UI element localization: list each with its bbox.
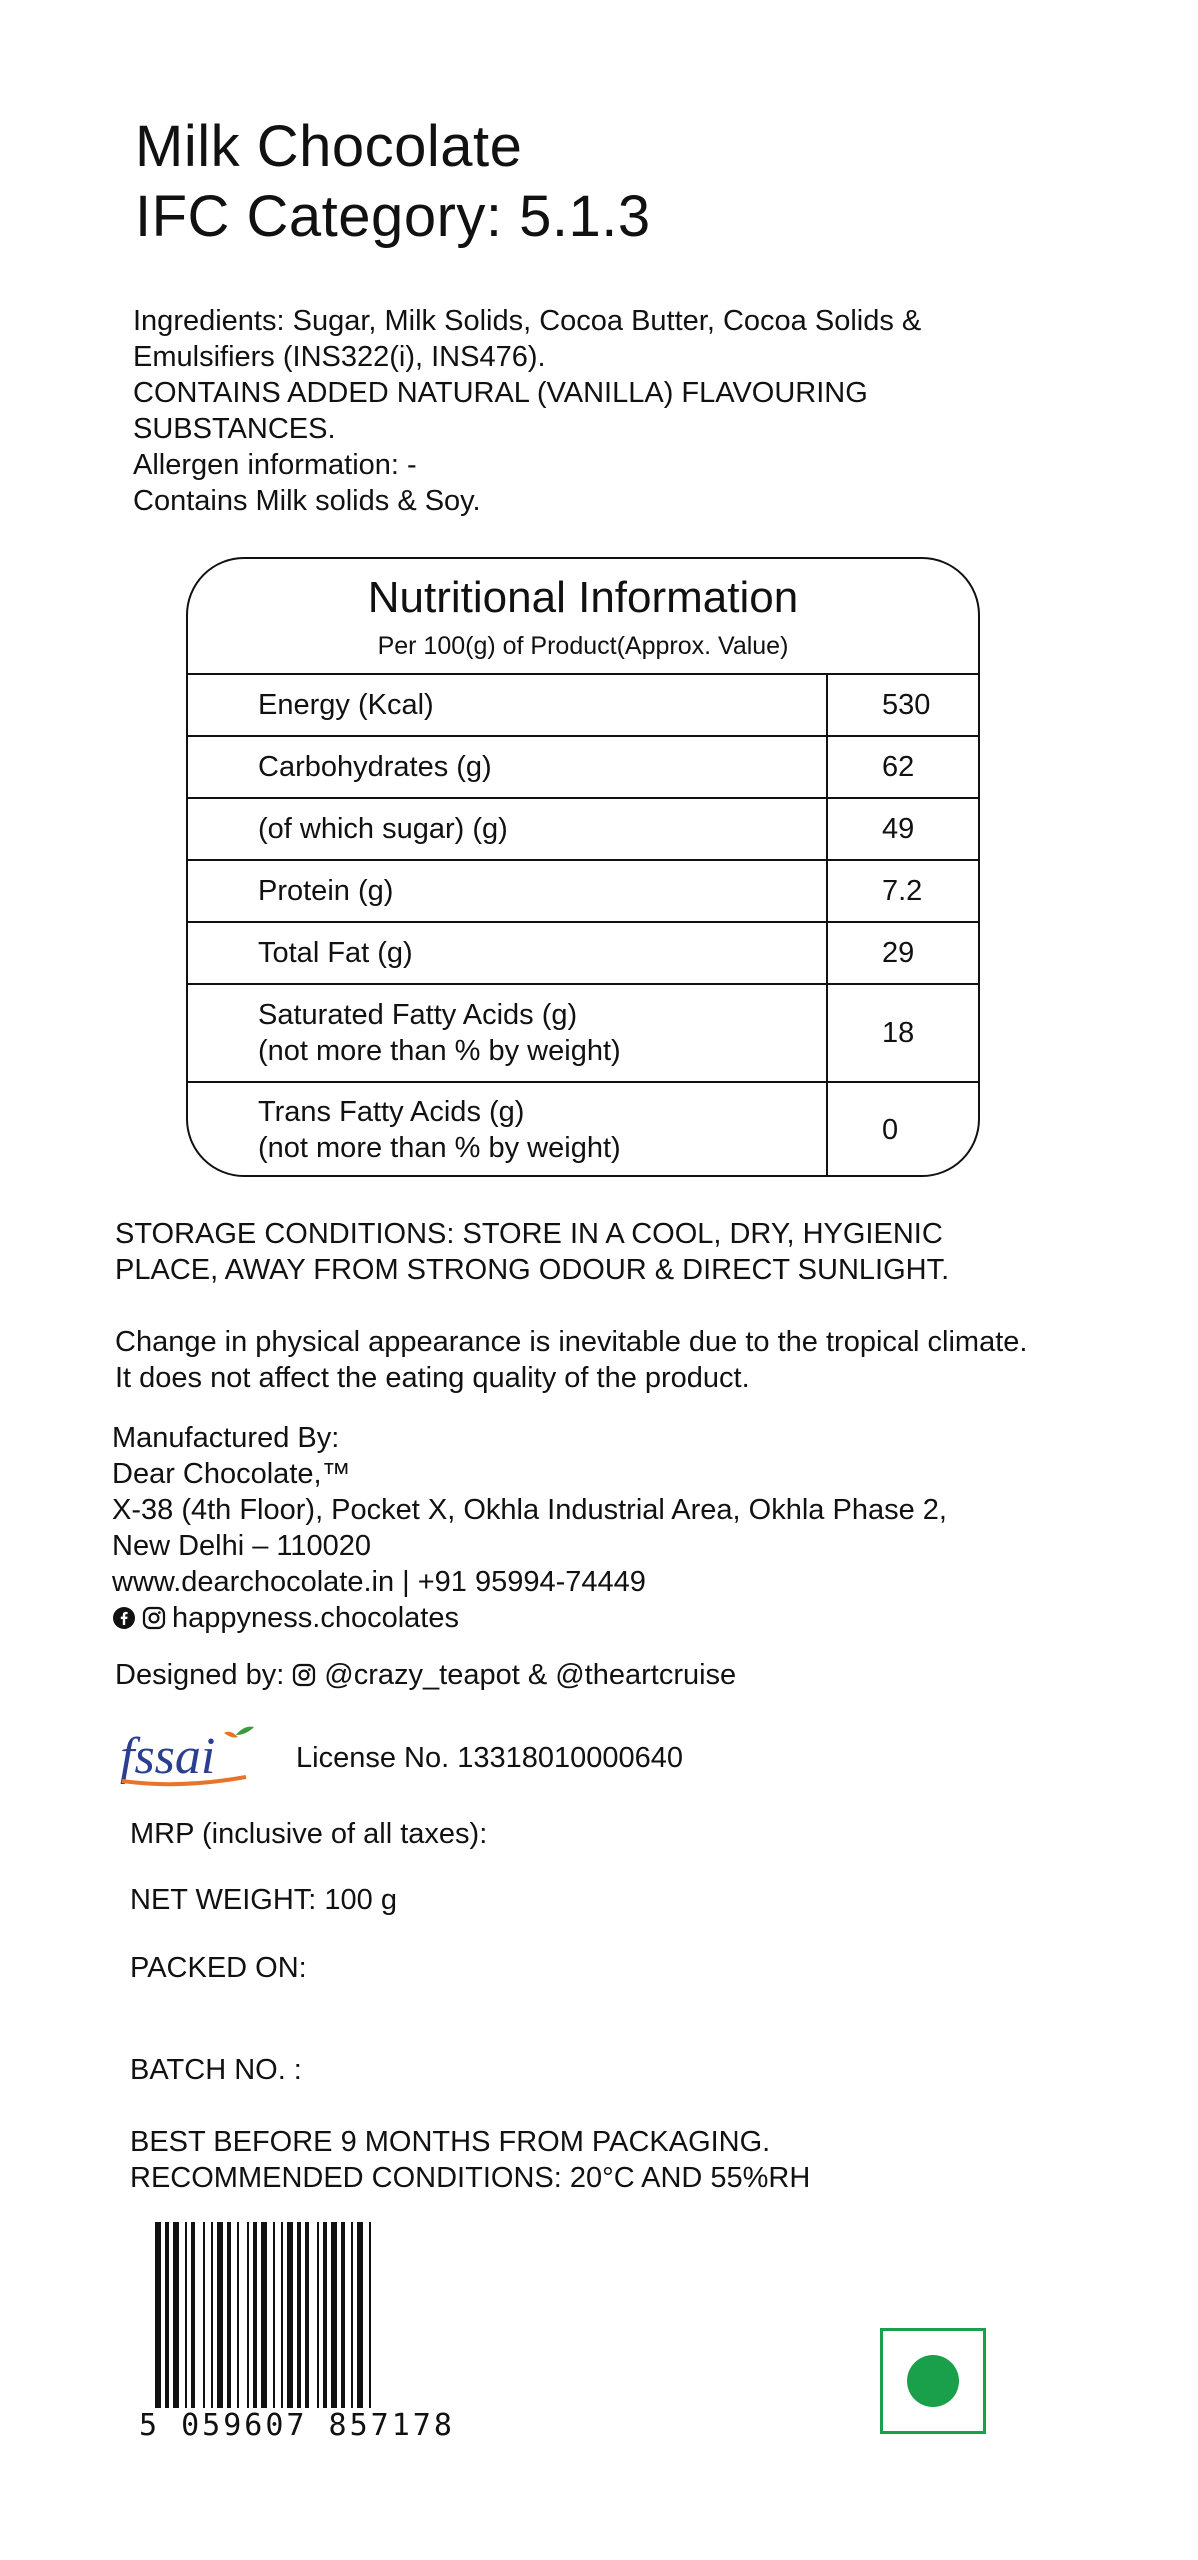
barcode-bar	[227, 2222, 231, 2417]
nutrition-header	[188, 559, 978, 675]
instagram-icon	[142, 1606, 166, 1630]
barcode-bar	[323, 2222, 327, 2417]
barcode-bar	[369, 2222, 371, 2437]
barcode-bar	[173, 2222, 179, 2417]
nutrition-label	[188, 861, 828, 921]
barcode-bar	[203, 2222, 205, 2417]
social-line	[112, 1600, 1162, 1636]
nutrition-label-text: Carbohydrates (g)	[258, 751, 492, 783]
fssai-logo-text: fssai	[120, 1728, 216, 1785]
nutrition-value: 7.2	[882, 874, 923, 907]
nutrition-row-energy	[188, 675, 978, 737]
designed-by-label: Designed by:	[115, 1659, 285, 1691]
barcode-bar	[155, 2222, 161, 2437]
manufacturer-contact: www.dearchocolate.in | +91 95994-74449	[112, 1566, 646, 1598]
storage-conditions	[115, 1216, 1115, 1288]
manufacturer-heading: Manufactured By:	[112, 1422, 340, 1454]
nutrition-value: 29	[882, 936, 915, 969]
net-weight: NET WEIGHT: 100 g	[130, 1884, 397, 1916]
nutrition-value: 62	[882, 750, 915, 783]
barcode-bar	[281, 2222, 283, 2417]
barcode-bar	[357, 2222, 363, 2437]
nutrition-label-text: (of which sugar) (g)	[258, 813, 508, 845]
manufacturer-name: Dear Chocolate,™	[112, 1458, 351, 1490]
product-title-block	[135, 112, 651, 252]
nutrition-value: 0	[882, 1113, 899, 1146]
allergen-info: Contains Milk solids & Soy.	[133, 485, 481, 517]
designed-by	[115, 1657, 736, 1693]
manufacturer-address: X-38 (4th Floor), Pocket X, Okhla Industrial Area, Okhla Phase 2,	[112, 1494, 947, 1526]
barcode-bar	[261, 2222, 267, 2417]
nutrition-table	[186, 557, 980, 1177]
ingredients-line: Emulsifiers (INS322(i), INS476).	[133, 341, 546, 373]
barcode-bar	[305, 2222, 309, 2417]
nutrition-label-text: Trans Fatty Acids (g)	[258, 1096, 525, 1128]
barcode-bar	[317, 2222, 319, 2417]
notice-line: Change in physical appearance is inevitable due to the tropical climate.	[115, 1326, 1028, 1358]
barcode-bar	[247, 2222, 249, 2417]
barcode-bar	[165, 2222, 169, 2437]
barcode-bar	[273, 2222, 275, 2417]
barcode-bar	[191, 2222, 195, 2417]
best-before-block	[130, 2124, 1130, 2196]
barcode-digits: 5 059607 857178	[135, 2408, 459, 2443]
facebook-icon	[112, 1606, 136, 1630]
ingredients-line: Ingredients: Sugar, Milk Solids, Cocoa Butter, Cocoa Solids &	[133, 305, 922, 337]
best-before: BEST BEFORE 9 MONTHS FROM PACKAGING.	[130, 2126, 771, 2158]
barcode-bar	[351, 2222, 353, 2417]
nutrition-value: 530	[882, 688, 931, 721]
nutrition-title: Nutritional Information	[367, 573, 799, 622]
barcode-bar	[287, 2222, 293, 2417]
ingredients-line: CONTAINS ADDED NATURAL (VANILLA) FLAVOURING	[133, 377, 868, 409]
nutrition-label-text: Total Fat (g)	[258, 937, 413, 969]
packed-on-label: PACKED ON:	[130, 1952, 307, 1984]
storage-line: STORAGE CONDITIONS: STORE IN A COOL, DRY, HYGIENIC	[115, 1218, 943, 1250]
notice-line: It does not affect the eating quality of the product.	[115, 1362, 750, 1394]
barcode-bar	[217, 2222, 223, 2417]
social-handle: happyness.chocolates	[172, 1602, 459, 1634]
nutrition-label	[188, 675, 828, 735]
barcode-bar	[253, 2222, 257, 2417]
mrp-label: MRP (inclusive of all taxes):	[130, 1818, 488, 1850]
nutrition-value: 49	[882, 812, 915, 845]
manufacturer-block	[112, 1420, 1162, 1636]
veg-mark	[880, 2328, 986, 2434]
nutrition-value: 18	[882, 1016, 915, 1049]
nutrition-label-text: Protein (g)	[258, 875, 394, 907]
nutrition-row-saturated-fat	[188, 985, 978, 1083]
nutrition-row-sugar	[188, 799, 978, 861]
barcode-bar	[185, 2222, 187, 2417]
fssai-logo	[118, 1715, 258, 1795]
barcode-bar	[211, 2222, 213, 2417]
allergen-heading: Allergen information: -	[133, 449, 417, 481]
nutrition-label	[188, 737, 828, 797]
barcode-bar	[341, 2222, 345, 2417]
ingredients-line: SUBSTANCES.	[133, 413, 336, 445]
nutrition-label	[188, 1083, 828, 1177]
nutrition-label-text: Energy (Kcal)	[258, 689, 434, 721]
nutrition-label-note: (not more than % by weight)	[258, 1035, 621, 1067]
nutrition-row-protein	[188, 861, 978, 923]
nutrition-label	[188, 985, 828, 1081]
nutrition-label-text: Saturated Fatty Acids (g)	[258, 999, 578, 1031]
veg-dot	[907, 2355, 959, 2407]
storage-line: PLACE, AWAY FROM STRONG ODOUR & DIRECT SUNLIGHT.	[115, 1254, 950, 1286]
barcode-bar	[237, 2222, 239, 2417]
climate-notice	[115, 1324, 1165, 1396]
nutrition-label-note: (not more than % by weight)	[258, 1132, 621, 1164]
recommended-conditions: RECOMMENDED CONDITIONS: 20°C AND 55%RH	[130, 2162, 811, 2194]
batch-label: BATCH NO. :	[130, 2054, 302, 2086]
ifc-category: IFC Category: 5.1.3	[135, 184, 651, 249]
fssai-license: License No. 13318010000640	[296, 1742, 683, 1774]
nutrition-label	[188, 799, 828, 859]
barcode-bar	[297, 2222, 301, 2417]
instagram-icon	[292, 1663, 316, 1687]
nutrition-subtitle: Per 100(g) of Product(Approx. Value)	[377, 632, 789, 660]
manufacturer-address: New Delhi – 110020	[112, 1530, 372, 1562]
ingredients-block	[133, 303, 1033, 519]
product-name: Milk Chocolate	[135, 114, 523, 179]
nutrition-row-carbohydrates	[188, 737, 978, 799]
nutrition-label	[188, 923, 828, 983]
designer-handles: @crazy_teapot & @theartcruise	[324, 1659, 737, 1691]
barcode-bar	[331, 2222, 337, 2417]
nutrition-row-total-fat	[188, 923, 978, 985]
nutrition-row-trans-fat	[188, 1083, 978, 1177]
